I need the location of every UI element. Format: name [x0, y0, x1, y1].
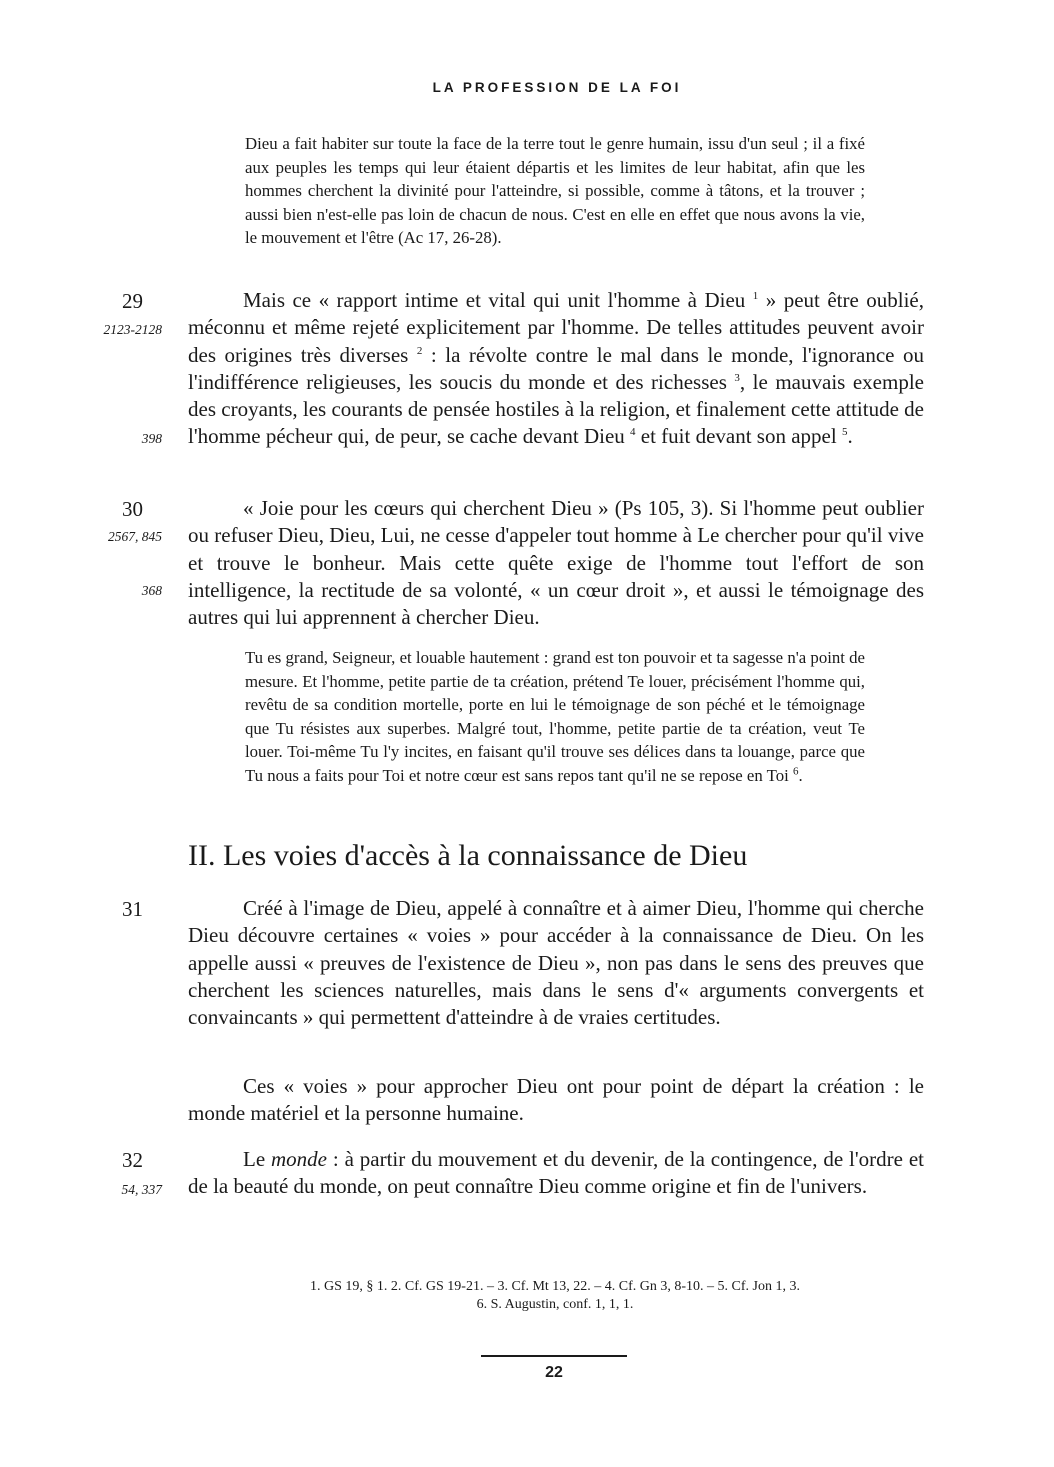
footnote-marker: 2	[416, 344, 423, 357]
footnote-marker: 1	[752, 290, 759, 302]
paragraph-text: , le mauvais exemple des croyants, les courants de pensée hostiles à la religion, et finalement cette attitude de l'homme pécheur qui, de peur, se cache devant Dieu	[188, 369, 924, 449]
paragraph-number-31: 31	[122, 897, 143, 921]
footnote-marker: 3	[734, 371, 740, 384]
footnote-line: 1. GS 19, § 1. 2. Cf. GS 19-21. – 3. Cf. Mt 13, 22. – 4. Cf. Gn 3, 8-10. – 5. Cf. Jon 1, 3.	[309, 1279, 800, 1294]
quote-text: Tu es grand, Seigneur, et louable hautement : grand est ton pouvoir et ta sagesse n'a point de mesure. Et l'homme, petite partie de ta création, prétend Te louer, précisément l'homme qui, revêtu de sa condition mortelle, porte en lui le témoignage de son péché et le témoignage que Tu résistes aux superbes. Malgré tout, l'homme, petite partie de ta création, veut Te louer. Toi-même Tu l'y incites, en faisant qu'il trouve ses délices dans ta louange, parce que Tu nous a faits pour Toi et notre cœur est sans repos tant qu'il ne se repose en Toi	[245, 648, 865, 785]
quote-text: .	[798, 765, 803, 785]
paragraph-text: » peut être oublié, méconnu et même rejeté explicitement par l'homme. De telles attitudes peuvent avoir des origines très diverses	[188, 288, 924, 367]
cross-reference: 398	[141, 431, 162, 446]
paragraph-number-32: 32	[122, 1148, 143, 1172]
footnote-marker: 4	[630, 426, 636, 439]
paragraph-text: : la révolte contre le mal dans le monde, l'ignorance ou l'indifférence religieuses, les soucis du monde et des richesses	[188, 342, 924, 394]
cross-reference: 2567, 845	[108, 529, 162, 544]
paragraph-29	[188, 287, 924, 451]
footnote-marker: 6	[793, 764, 799, 777]
paragraph-text: Le	[243, 1147, 272, 1171]
paragraph-number-29: 29	[122, 289, 143, 313]
cross-reference: 368	[141, 583, 162, 598]
paragraph-31: Créé à l'image de Dieu, appelé à connaître et à aimer Dieu, l'homme qui cherche Dieu découvre certaines « voies » pour accéder à la connaissance de Dieu. On les appelle aussi « preuves de l'existence de Dieu », non pas dans le sens des preuves que cherchent les sciences naturelles, mais dans le sens d'« arguments convergents et convaincants » qui permettent d'atteindre à de vraies certitudes.	[188, 896, 924, 1030]
augustine-quote	[245, 646, 865, 787]
emphasis: monde	[271, 1147, 328, 1171]
paragraph-text: et fuit devant son appel	[635, 424, 842, 449]
paragraph-30: « Joie pour les cœurs qui cherchent Dieu » (Ps 105, 3). Si l'homme peut oublier ou refuser Dieu, Dieu, Lui, ne cesse d'appeler tout homme à Le chercher pour qu'il vive et trouve le bonheur. Mais cette quête exige de l'homme tout l'effort de son intelligence, la rectitude de sa volonté, « un cœur droit », et aussi le témoignage des autres qui lui apprennent à chercher Dieu.	[188, 496, 924, 630]
paragraph-number-30: 30	[122, 497, 143, 521]
paragraph-31-continued: Ces « voies » pour approcher Dieu ont pour point de départ la création : le monde matériel et la personne humaine.	[188, 1074, 924, 1126]
folio-rule	[481, 1355, 627, 1357]
scripture-quote: Dieu a fait habiter sur toute la face de la terre tout le genre humain, issu d'un seul ; il a fixé aux peuples les temps qui leur étaient départis et les limites de leur habitat, afin que les hommes cherchent la divinité pour l'atteindre, si possible, comme à tâtons, et la trouver ; aussi bien n'est-elle pas loin de chacun de nous. C'est en elle en effet que nous avons la vie, le mouvement et l'être (Ac 17, 26-28).	[245, 134, 865, 247]
paragraph-text: : à partir du mouvement et du devenir, de la contingence, de l'ordre et de la beauté du monde, on peut connaître Dieu comme origine et fin de l'univers.	[188, 1147, 924, 1199]
paragraph-text: Mais ce « rapport intime et vital qui unit l'homme à Dieu	[243, 288, 753, 312]
cross-reference: 2123-2128	[103, 322, 162, 337]
footnote-line: 6. S. Augustin, conf. 1, 1, 1.	[476, 1297, 634, 1312]
paragraph-text: .	[847, 424, 853, 449]
footnotes	[200, 1278, 910, 1314]
section-heading: II. Les voies d'accès à la connaissance de Dieu	[188, 839, 748, 872]
paragraph-32	[188, 1146, 924, 1201]
cross-reference: 54, 337	[121, 1182, 162, 1197]
footnote-marker: 5	[841, 426, 848, 439]
running-header: LA PROFESSION DE LA FOI	[432, 80, 682, 95]
page-number: 22	[545, 1364, 563, 1381]
